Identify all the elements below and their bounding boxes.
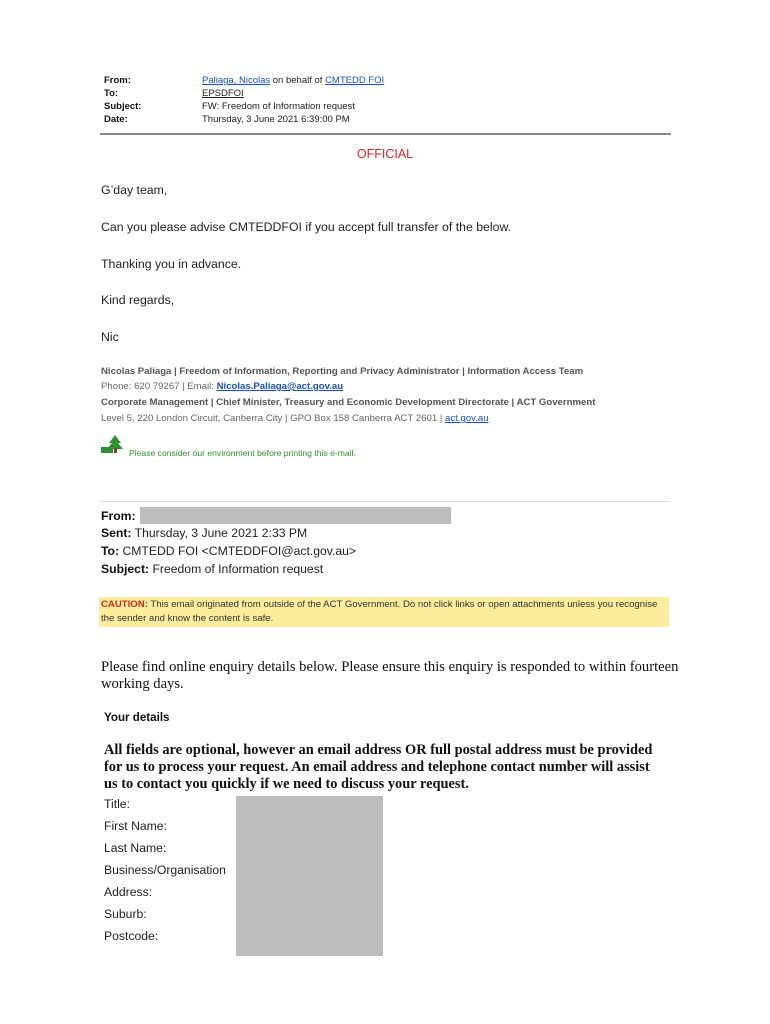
message-line-1: Can you please advise CMTEDDFOI if you accept full transfer of the below. (101, 220, 512, 234)
fwd-subject-label: Subject: (101, 562, 150, 576)
signature-address-line (101, 413, 489, 424)
caution-text: This email originated from outside of the ACT Government. Do not click links or open attachments unless you recognise the sender and know the content is safe. (101, 599, 658, 624)
your-details-heading: Your details (104, 711, 170, 724)
tree-icon (101, 434, 127, 459)
message-line-2: Thanking you in advance. (101, 257, 242, 271)
fwd-to-label: To: (101, 544, 120, 558)
from-behalf-text: on behalf of (272, 75, 323, 86)
field-postcode-label: Postcode: (104, 929, 159, 943)
details-fields (104, 796, 226, 950)
header-to-row (104, 87, 384, 100)
redacted-details (236, 796, 383, 956)
message-greeting: G’day team, (101, 183, 168, 197)
classification-label: OFFICIAL (356, 147, 414, 161)
message-sender-name: Nic (101, 330, 119, 344)
signature-contact-line (101, 381, 343, 392)
fields-notice: All fields are optional, however an email address OR full postal address must be provided for us to process your request. An email address and telephone contact number will assist us to contact you quickly if we need to discuss your request. (104, 742, 653, 792)
signature-directorate-line (101, 397, 595, 408)
environment-note (101, 434, 356, 459)
header-divider (100, 133, 671, 135)
enquiry-intro: Please find online enquiry details below. Please ensure this enquiry is responded to within fourteen working days. (101, 659, 679, 692)
fwd-sent-row (101, 526, 307, 540)
caution-banner (99, 597, 669, 627)
header-from-value (202, 74, 384, 87)
header-subject-label: Subject: (104, 101, 142, 112)
field-title-label: Title: (104, 797, 130, 811)
header-from-row (104, 74, 384, 87)
caution-label: CAUTION: (101, 599, 148, 610)
email-header (104, 74, 384, 126)
signature-title-line (101, 366, 583, 377)
header-subject-row (104, 100, 384, 113)
fwd-subject-row (101, 562, 323, 576)
message-closing: Kind regards, (101, 293, 175, 307)
signature-address: Level 5, 220 London Circuit, Canberra City | GPO Box 158 Canberra ACT 2601 | (101, 413, 443, 424)
redacted-sender (140, 507, 451, 524)
signature-title: Nicolas Paliaga | Freedom of Information, Reporting and Privacy Administrator | Information Access Team (101, 366, 584, 377)
signature-website-link[interactable]: act.gov.au (444, 413, 489, 424)
forward-divider (100, 501, 670, 502)
fwd-subject-value: Freedom of Information request (152, 562, 324, 576)
field-suburb-label: Suburb: (104, 907, 147, 921)
fwd-to-row (101, 544, 356, 558)
field-first-name-label: First Name: (104, 819, 167, 833)
field-business-label: Business/Organisation (104, 863, 226, 877)
fwd-sent-label: Sent: (101, 526, 132, 540)
signature-phone: Phone: 620 79267 (101, 381, 180, 392)
header-date-row (104, 113, 384, 126)
from-org-link[interactable]: CMTEDD FOI (325, 75, 385, 86)
header-to-label: To: (104, 88, 119, 99)
header-date-label: Date: (104, 114, 128, 125)
from-name-link[interactable]: Paliaga, Nicolas (202, 75, 271, 86)
fwd-sent-value: Thursday, 3 June 2021 2:33 PM (134, 526, 308, 540)
field-address-label: Address: (104, 885, 153, 899)
signature-email-label: | Email: (182, 381, 214, 392)
fwd-from-label: From: (101, 509, 136, 523)
signature-directorate: Corporate Management | Chief Minister, Treasury and Economic Development Directorate | ACT Government (101, 397, 596, 408)
fwd-from-row (101, 507, 451, 524)
header-to-link[interactable]: EPSDFOI (202, 88, 244, 99)
signature-email-link[interactable]: Nicolas.Paliaga@act.gov.au (216, 381, 344, 392)
header-subject-value: FW: Freedom of Information request (202, 101, 355, 112)
header-from-label: From: (104, 75, 131, 86)
fwd-to-value: CMTEDD FOI <CMTEDDFOI@act.gov.au> (122, 544, 357, 558)
field-last-name-label: Last Name: (104, 841, 167, 855)
header-date-value: Thursday, 3 June 2021 6:39:00 PM (202, 114, 350, 125)
environment-text: Please consider our environment before printing this e-mail. (129, 448, 356, 458)
